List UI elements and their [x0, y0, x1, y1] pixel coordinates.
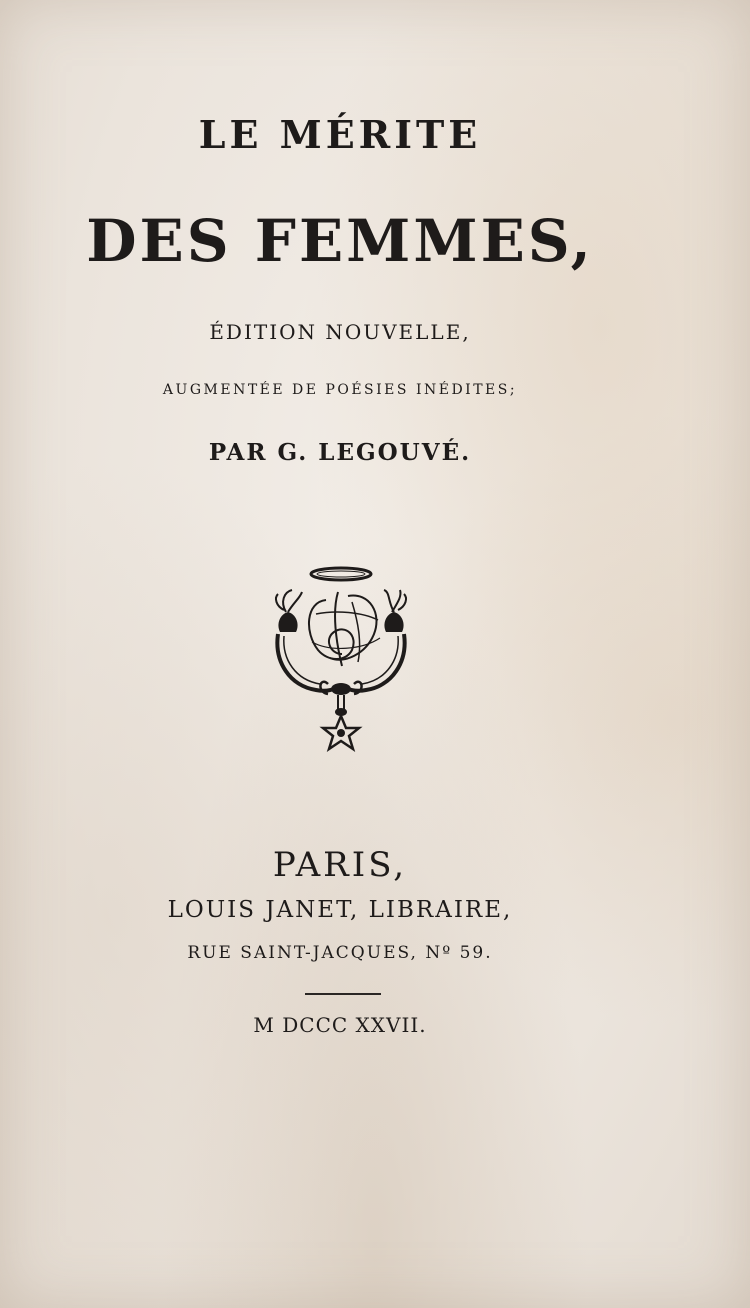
city-line: PARIS,	[272, 845, 408, 885]
publisher-line: LOUIS JANET, LIBRAIRE,	[167, 897, 513, 923]
edition-line: ÉDITION NOUVELLE,	[209, 320, 471, 344]
monogram-emblem-icon	[266, 562, 416, 754]
divider-rule	[305, 993, 381, 995]
augmentation-line: AUGMENTÉE DE POÉSIES INÉDITES;	[162, 382, 518, 398]
date-line: M DCCC XXVII.	[253, 1013, 427, 1037]
title-line-2: DES FEMMES,	[86, 207, 594, 275]
address-line: RUE SAINT-JACQUES, Nº 59.	[187, 943, 493, 963]
author-line: PAR G. LEGOUVÉ.	[208, 439, 472, 466]
title-line-1: LE MÉRITE	[198, 112, 482, 157]
